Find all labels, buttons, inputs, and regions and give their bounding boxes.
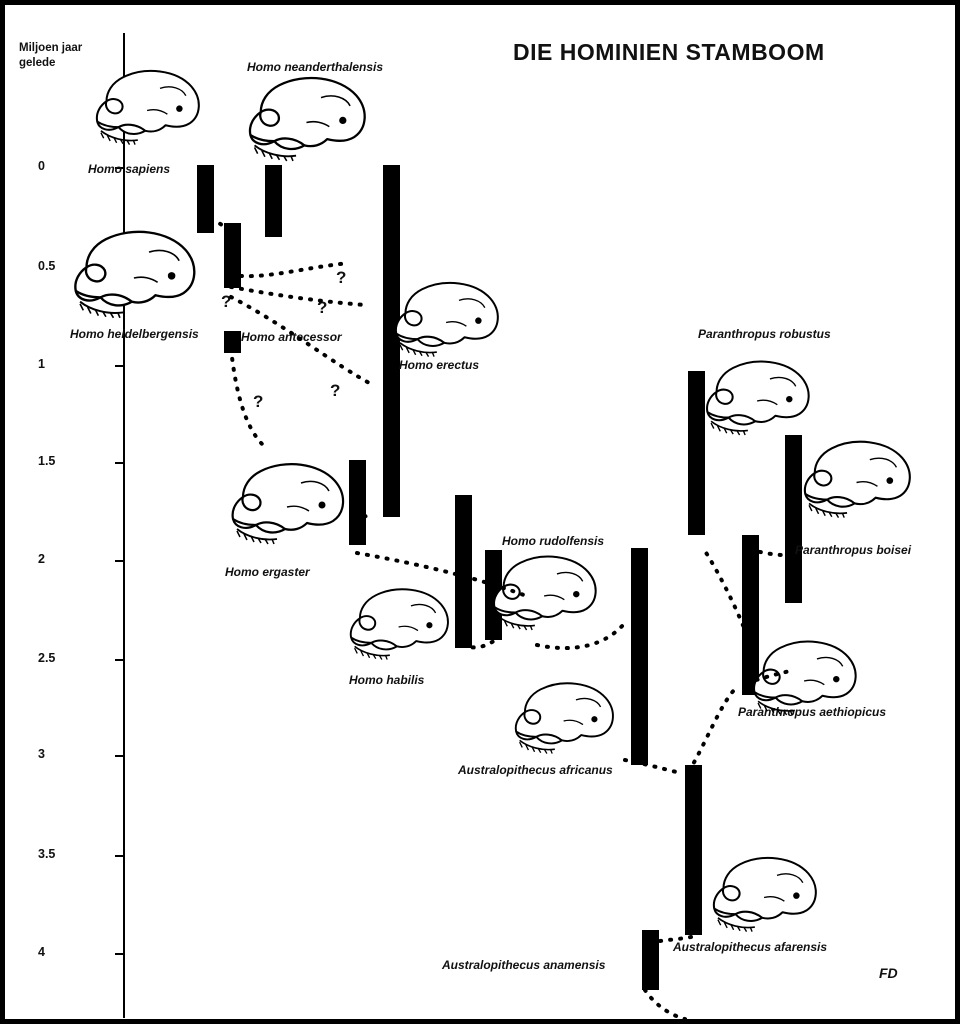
taxon-name-label: Australopithecus africanus [458, 763, 613, 777]
taxon-range-bar [685, 765, 702, 935]
taxon-range-bar [265, 165, 282, 237]
skull-icon [240, 70, 375, 175]
axis-tick-label: 1.5 [38, 454, 56, 468]
artist-signature: FD [879, 965, 898, 981]
taxon-name-label: Australopithecus afarensis [673, 940, 828, 954]
axis-tick-mark [115, 755, 125, 757]
axis-title-line2: gelede [19, 57, 56, 69]
taxon-name-label: Homo heidelbergensis [70, 327, 199, 341]
axis-tick-mark [115, 462, 125, 464]
uncertainty-question-mark: ? [330, 381, 341, 400]
axis-tick-label: 0.5 [38, 259, 56, 273]
taxon-name-label: Homo ergaster [225, 565, 310, 579]
axis-tick-mark [115, 560, 125, 562]
taxon-name-label: Homo erectus [399, 358, 480, 372]
taxon-name-label: Homo habilis [349, 673, 425, 687]
taxon-range-bar [224, 331, 241, 353]
skull-icon [65, 223, 205, 333]
axis-tick-mark [115, 855, 125, 857]
axis-tick-label: 4 [38, 945, 45, 959]
skull-icon [88, 63, 208, 158]
skull-icon [745, 635, 865, 727]
taxon-range-bar [642, 930, 659, 990]
axis-tick-label: 2.5 [38, 651, 56, 665]
skull-icon [795, 435, 920, 530]
taxon-name-label: Homo antecessor [241, 330, 342, 344]
skull-icon [223, 457, 353, 557]
axis-tick-label: 3 [38, 747, 45, 761]
uncertainty-question-mark: ? [317, 298, 328, 317]
axis-tick-mark [115, 365, 125, 367]
skull-icon [485, 550, 605, 642]
taxon-name-label: Paranthropus boisei [795, 543, 912, 557]
taxon-name-label: Paranthropus robustus [698, 327, 831, 341]
taxon-range-bar [224, 223, 241, 288]
skull-icon [342, 583, 457, 671]
figure-title: DIE HOMINIEN STAMBOOM [513, 39, 825, 65]
axis-tick-label: 3.5 [38, 847, 56, 861]
axis-tick-label: 0 [38, 159, 45, 173]
skull-icon [705, 850, 825, 945]
uncertainty-question-mark: ? [336, 268, 347, 287]
taxon-range-bar [631, 548, 648, 765]
uncertainty-question-mark: ? [253, 392, 264, 411]
taxon-name-label: Homo neanderthalensis [247, 60, 384, 74]
taxon-name-label: Australopithecus anamensis [442, 958, 606, 972]
uncertainty-question-mark: ? [221, 292, 232, 311]
taxon-range-bar [455, 495, 472, 648]
taxon-name-label: Paranthropus aethiopicus [738, 705, 887, 719]
taxon-name-label: Homo sapiens [88, 162, 171, 176]
axis-tick-label: 2 [38, 552, 45, 566]
skull-icon [387, 275, 507, 370]
skull-icon [698, 355, 818, 447]
taxon-name-label: Homo rudolfensis [502, 534, 605, 548]
axis-tick-label: 1 [38, 357, 45, 371]
axis-tick-mark [115, 659, 125, 661]
time-axis-line [123, 33, 125, 1018]
skull-icon [507, 677, 622, 765]
axis-title-line1: Miljoen jaar [19, 42, 83, 54]
axis-title [19, 41, 82, 71]
axis-tick-mark [115, 953, 125, 955]
